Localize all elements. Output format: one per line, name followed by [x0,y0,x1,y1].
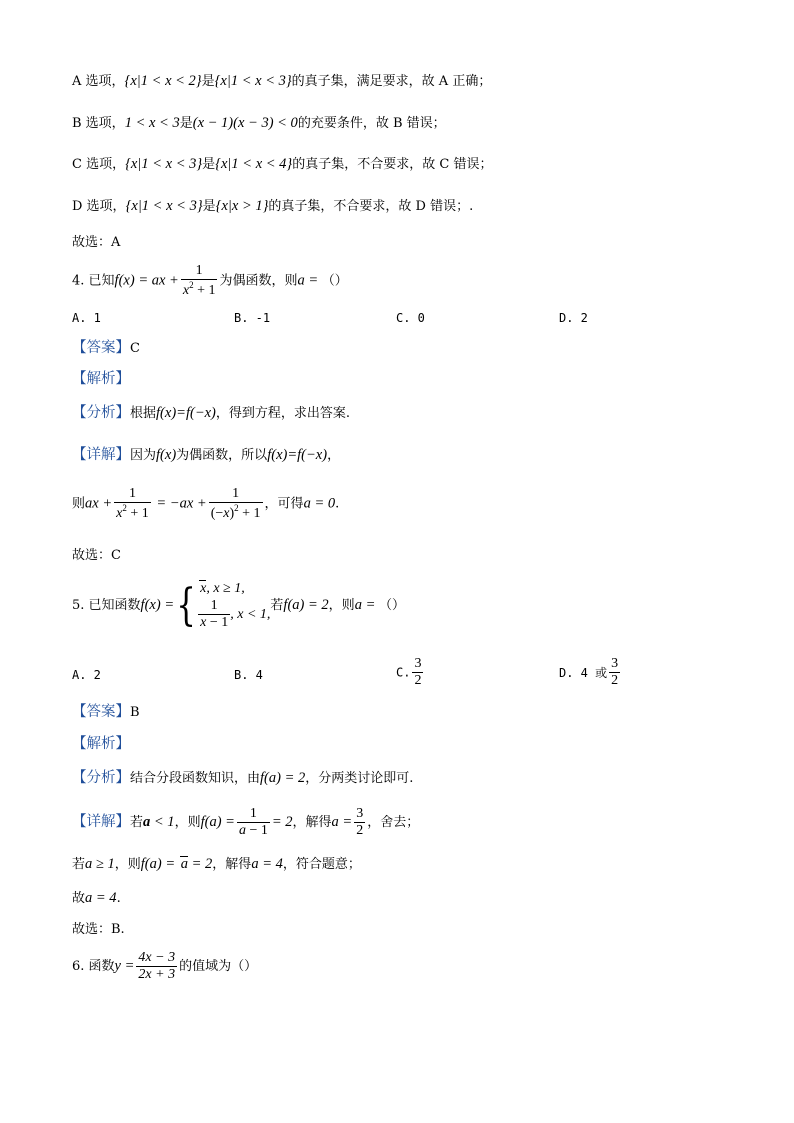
set-expression: {x|1 < x < 3} [125,198,203,214]
fraction: $\frac{3}{2}$ [356,806,364,839]
fraction: $\frac{4x - 3}{2x + 3}$ [138,950,176,983]
q5-option-c[interactable]: C. $\frac{3}{2}$ [396,656,422,689]
set-expression: {x|x > 1} [215,198,269,214]
q5-conclusion: 故a = 4. [72,890,121,906]
q5-analysis: 【分析】结合分段函数知识，由f(a) = 2，分两类讨论即可. [72,770,414,786]
q5-option-b[interactable]: B. 4 [234,668,263,682]
q4-option-d[interactable]: D. 2 [559,311,588,325]
q4-jiexi-heading: 【解析】 [72,371,130,387]
set-expression: {x|1 < x < 2} [124,73,202,89]
option-d-analysis: D 选项，{x|1 < x < 3}是{x|x > 1}的真子集，不合要求，故 D 错误；. [72,198,474,214]
q4-option-b[interactable]: B. -1 [234,311,271,325]
fraction: $\frac{1}{(-x)^2 + 1}$ [210,486,261,522]
fraction: $\frac{1}{x^2 + 1}$ [182,263,216,299]
q4-detail: 【详解】因为f(x)为偶函数，所以f(x)=f(−x)， [72,447,341,463]
option-a-analysis: A 选项，{x|1 < x < 2}是{x|1 < x < 3}的真子集，满足要求，故 A 正确； [72,73,492,89]
q4-detail-equation: 则ax + $\frac{1}{x^2 + 1}$ = −ax + $\frac{1}{(-x)^2 + 1}$ ，可得a = 0. [72,486,340,522]
q5-jiexi-heading: 【解析】 [72,736,130,752]
q5-option-a[interactable]: A. 2 [72,668,101,682]
question-6: 6. 函数y = $\frac{4x - 3}{2x + 3}$ 的值域为（） [72,950,258,983]
question-4: 4. 已知f(x) = ax + $\frac{1}{x^2 + 1}$ 为偶函数，则a = （） [72,263,348,299]
fraction: $\frac{3}{2}$ [611,656,619,689]
option-c-analysis: C 选项，{x|1 < x < 3}是{x|1 < x < 4}的真子集，不合要求，故 C 错误； [72,156,493,172]
q5-detail: 【详解】若a < 1，则f(a) = $\frac{1}{a - 1}$ = 2，解得a = $\frac{3}{2}$ ，舍去； [72,806,420,839]
q5-detail-case2: 若a ≥ 1，则f(a) = a = 2，解得a = 4，符合题意； [72,856,361,872]
set-expression: {x|1 < x < 3} [214,73,292,89]
q4-answer: 【答案】C [72,340,140,356]
choose-answer-a: 故选：A [72,235,121,250]
question-5: 5. 已知函数f(x) ={ x, x ≥ 1, $\frac{1}{x - 1}$ , x < 1, 若f(a) = 2，则a = （） [72,579,405,631]
choose-answer-b: 故选：B. [72,922,125,937]
inequality: (x − 1)(x − 3) < 0 [192,115,298,131]
q4-option-c[interactable]: C. 0 [396,311,425,325]
set-expression: {x|1 < x < 3} [125,156,203,172]
fraction: $\frac{1}{a - 1}$ [238,806,268,839]
q4-analysis: 【分析】根据f(x)=f(−x)，得到方程，求出答案. [72,405,351,421]
inequality: 1 < x < 3 [124,115,180,131]
fraction: $\frac{1}{x^2 + 1}$ [116,486,149,522]
option-b-analysis: B 选项，1 < x < 3是(x − 1)(x − 3) < 0的充要条件，故 B 错误； [72,115,446,131]
fraction: $\frac{3}{2}$ [414,656,422,689]
q5-option-d[interactable]: D. 4 或 $\frac{3}{2}$ [559,656,619,689]
set-expression: {x|1 < x < 4} [215,156,293,172]
q4-option-a[interactable]: A. 1 [72,311,101,325]
q5-answer: 【答案】B [72,704,140,720]
choose-answer-c: 故选：C [72,548,121,563]
piecewise-cases: x, x ≥ 1, $\frac{1}{x - 1}$ , x < 1, [200,581,271,630]
